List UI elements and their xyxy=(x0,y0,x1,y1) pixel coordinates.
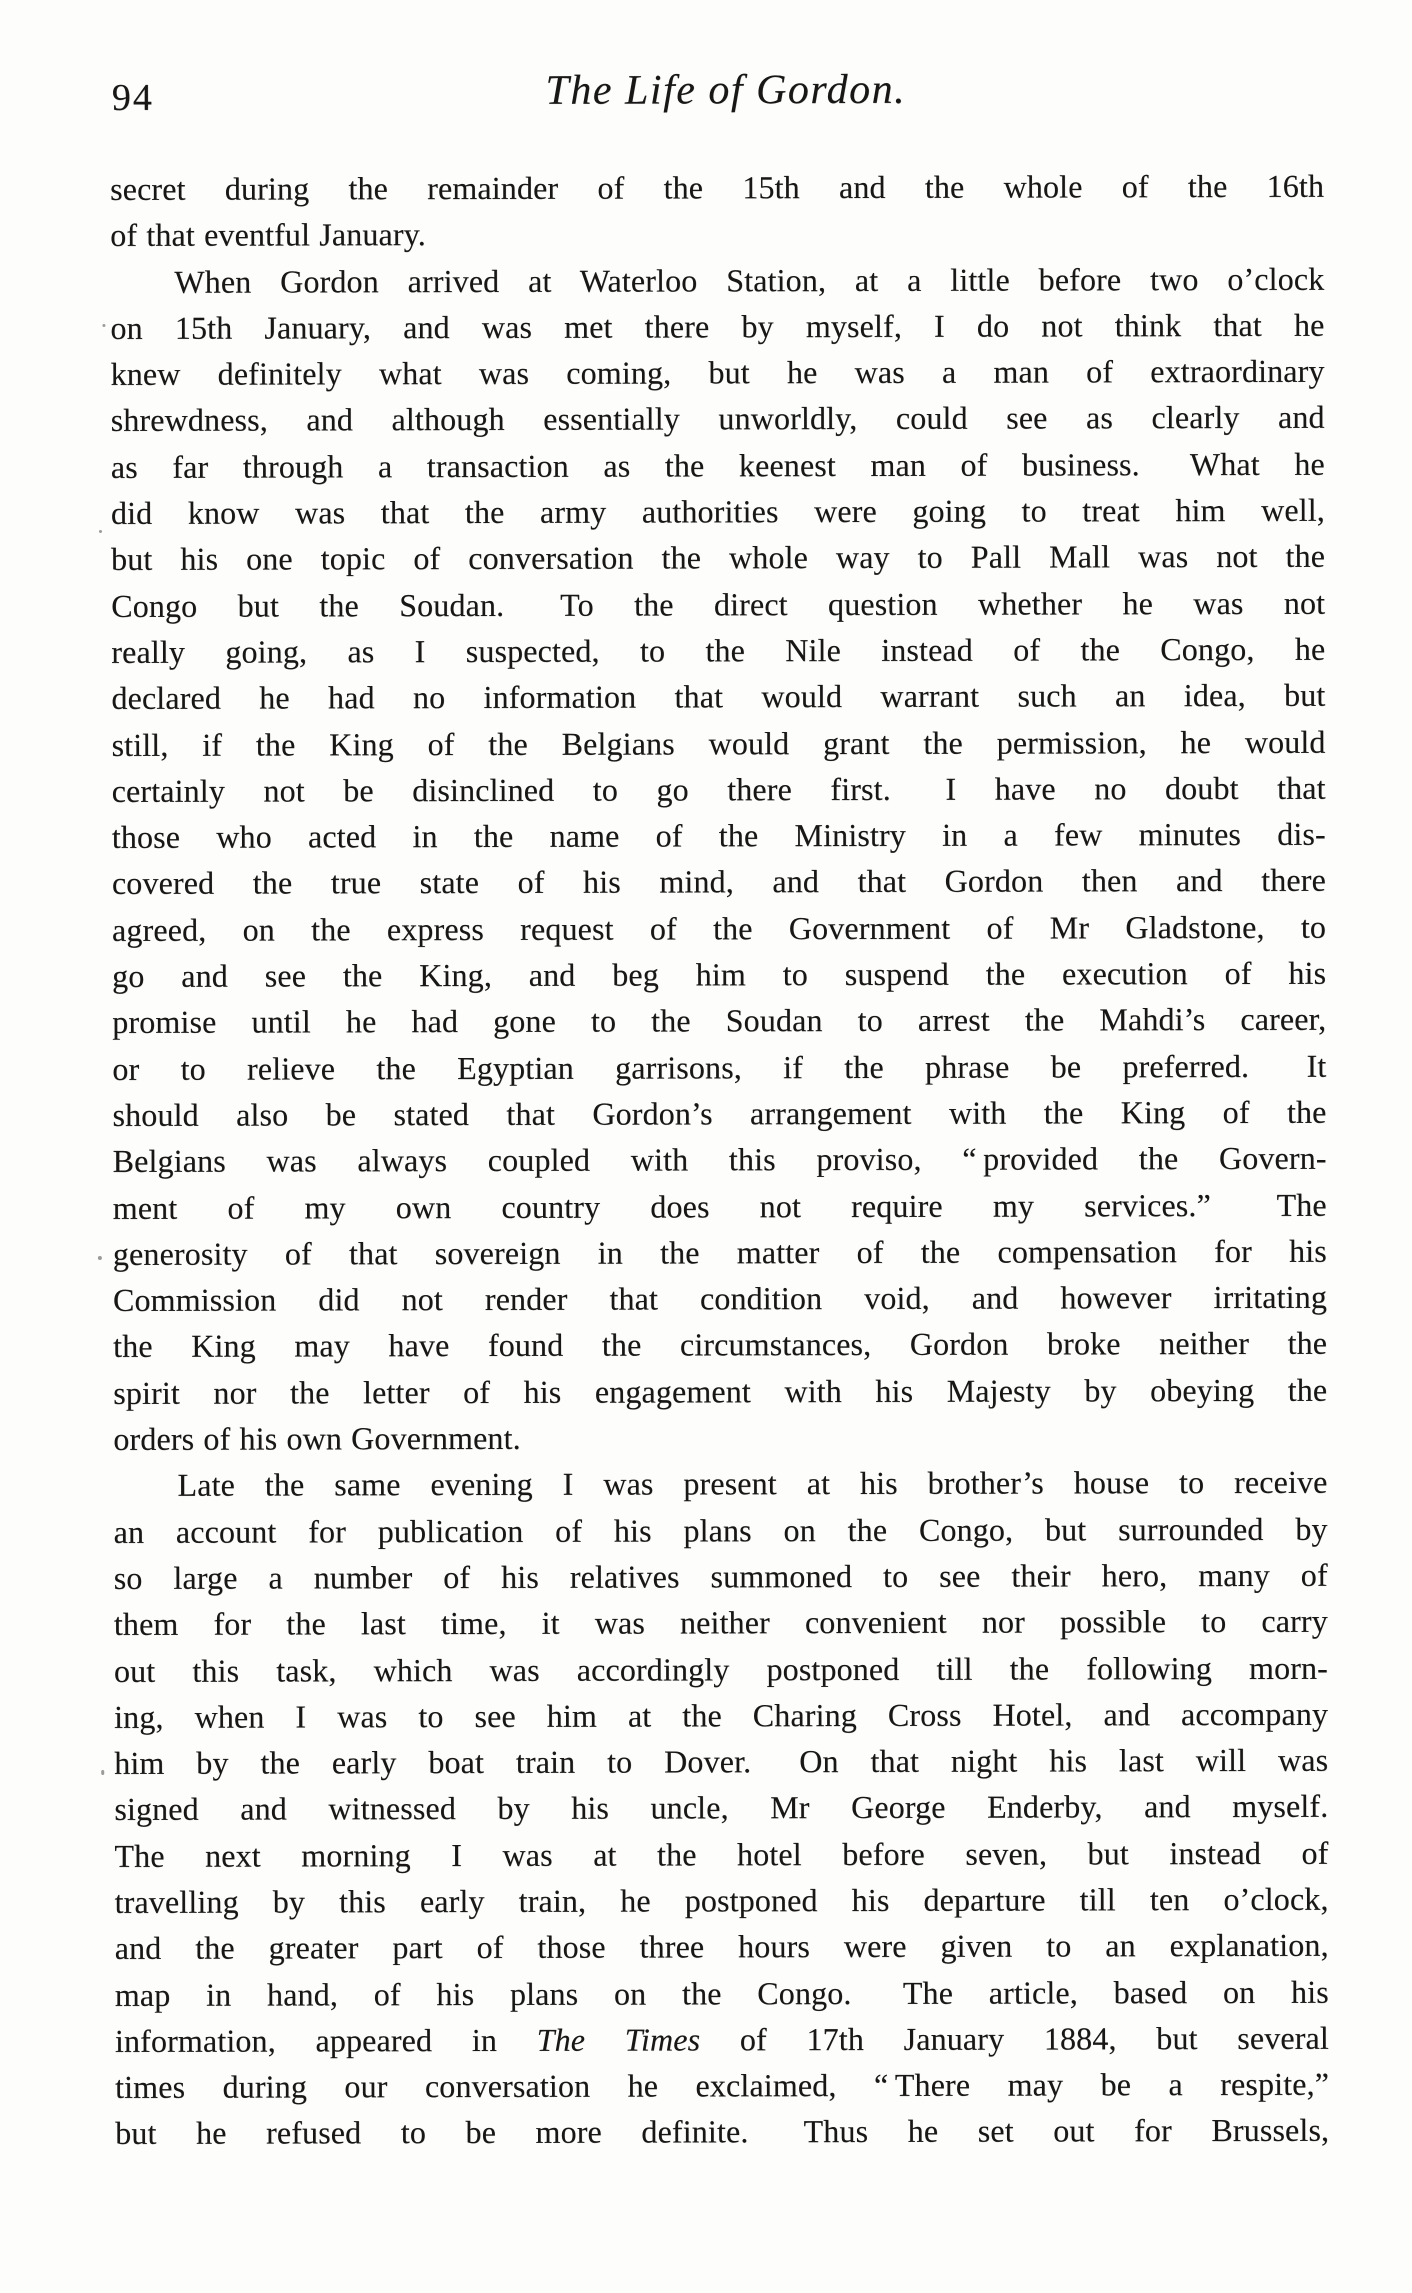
running-title: The Life of Gordon. xyxy=(545,66,907,114)
scan-speck xyxy=(101,1770,104,1775)
text-segment: agreed, on the express request of the Government of Mr Gladstone, to xyxy=(111,908,1327,948)
text-line xyxy=(111,441,1325,490)
text-line xyxy=(111,487,1325,536)
text-segment: or to relieve the Egyptian garrisons, if the phrase be preferred. It xyxy=(112,1047,1327,1087)
text-segment: secret during the remainder of the 15th and the whole of the 16th xyxy=(110,167,1325,207)
text-line xyxy=(111,718,1325,767)
text-line xyxy=(113,1413,1327,1462)
text-segment: travelling by this early train, he postponed his departure till ten o’clock, xyxy=(114,1880,1329,1920)
text-segment: them for the last time, it was neither convenient nor possible to carry xyxy=(113,1602,1328,1643)
text-segment: ing, when I was to see him at the Charing Cross Hotel, and accompany xyxy=(114,1695,1329,1735)
scan-speck xyxy=(99,530,102,533)
text-line xyxy=(113,1274,1327,1323)
text-line xyxy=(114,1783,1328,1832)
text-segment: times during our conversation he exclaimed, “ There may be a respite,” xyxy=(115,2065,1330,2106)
text-segment: Belgians was always coupled with this proviso, “ provided the Govern- xyxy=(112,1139,1327,1180)
text-segment: Late the same evening I was present at his brother’s house to receive xyxy=(177,1464,1328,1504)
text-segment: but he refused to be more definite. Thus he set out for Brussels, xyxy=(115,2112,1330,2152)
text-line xyxy=(112,950,1326,999)
paragraph xyxy=(113,1459,1329,2157)
text-line xyxy=(114,1552,1328,1601)
text-segment: knew definitely what was coming, but he was a man of extraordinary xyxy=(110,352,1325,393)
text-segment: the King may have found the circumstances, Gordon broke neither the xyxy=(113,1325,1328,1365)
text-line xyxy=(110,302,1324,351)
text-segment: certainly not be disinclined to go there first. I have no doubt that xyxy=(111,769,1326,809)
text-line xyxy=(111,394,1325,443)
paragraph xyxy=(110,163,1324,259)
text-line xyxy=(111,626,1325,675)
text-line xyxy=(114,1505,1328,1554)
text-line xyxy=(112,811,1326,860)
text-line xyxy=(112,765,1326,814)
text-segment: of that eventful January. xyxy=(110,216,426,254)
text-line xyxy=(112,903,1326,952)
text-segment: ment of my own country does not require my services.” The xyxy=(112,1186,1327,1226)
text-line xyxy=(113,1459,1327,1508)
text-segment: him by the early boat train to Dover. On that night his last will was xyxy=(114,1741,1329,1782)
text-line xyxy=(113,1366,1327,1415)
text-line xyxy=(114,1691,1328,1740)
text-line xyxy=(112,1089,1326,1138)
text-segment: covered the true state of his mind, and that Gordon then and there xyxy=(111,862,1326,902)
scan-speck xyxy=(98,1256,102,1260)
text-line xyxy=(115,2107,1329,2156)
text-line xyxy=(113,1320,1327,1369)
text-segment: really going, as I suspected, to the Nile instead of the Congo, he xyxy=(111,630,1326,670)
text-segment: did know was that the army authorities were going to treat him well, xyxy=(110,491,1325,532)
text-line xyxy=(110,209,1324,258)
text-segment: spirit nor the letter of his engagement with his Majesty by obeying the xyxy=(113,1371,1328,1411)
text-segment: still, if the King of the Belgians would grant the permission, he would xyxy=(111,723,1326,763)
italic-text: The Times xyxy=(536,2021,701,2058)
text-line xyxy=(115,2061,1329,2110)
text-segment: on 15th January, and was met there by myself, I do not think that he xyxy=(110,306,1325,346)
text-line xyxy=(113,1228,1327,1277)
text-line xyxy=(115,1876,1329,1925)
page-body xyxy=(110,163,1329,2157)
text-segment: of 17th January 1884, but several xyxy=(700,2019,1329,2058)
text-segment: information, appeared in xyxy=(114,2021,537,2059)
text-segment: and the greater part of those three hours were given to an explanation, xyxy=(114,1927,1329,1967)
page-header xyxy=(0,0,1410,119)
text-segment: so large a number of his relatives summoned to see their hero, many of xyxy=(113,1556,1328,1596)
text-line xyxy=(110,255,1324,304)
text-segment: When Gordon arrived at Waterloo Station, at a little before two o’clock xyxy=(174,260,1325,300)
text-line xyxy=(111,533,1325,582)
text-segment: should also be stated that Gordon’s arrangement with the King of the xyxy=(112,1093,1327,1133)
page-number: 94 xyxy=(111,76,154,119)
text-line xyxy=(111,579,1325,628)
paragraph xyxy=(110,255,1327,1462)
text-segment: signed and witnessed by his uncle, Mr George Enderby, and myself. xyxy=(114,1788,1329,1828)
text-line xyxy=(113,1135,1327,1184)
text-segment: as far through a transaction as the keenest man of business. What he xyxy=(110,445,1325,485)
text-segment: but his one topic of conversation the whole way to Pall Mall was not the xyxy=(111,538,1326,578)
text-segment: map in hand, of his plans on the Congo. The article, based on his xyxy=(114,1973,1329,2013)
text-line xyxy=(112,1042,1326,1091)
text-line xyxy=(114,1644,1328,1693)
text-line xyxy=(112,857,1326,906)
scan-speck xyxy=(102,324,105,327)
text-segment: an account for publication of his plans on the Congo, but surrounded by xyxy=(113,1510,1328,1550)
text-segment: shrewdness, and although essentially unworldly, could see as clearly and xyxy=(110,399,1325,439)
text-line xyxy=(114,1829,1328,1878)
text-segment: The next morning I was at the hotel before seven, but instead of xyxy=(114,1834,1329,1874)
text-segment: orders of his own Government. xyxy=(113,1419,521,1457)
text-line xyxy=(112,996,1326,1045)
text-line xyxy=(111,348,1325,397)
text-line xyxy=(113,1181,1327,1230)
text-segment: those who acted in the name of the Ministry in a few minutes dis- xyxy=(111,815,1326,856)
text-line xyxy=(115,1922,1329,1971)
text-segment: out this task, which was accordingly postponed till the following morn- xyxy=(113,1649,1329,1689)
text-segment: promise until he had gone to the Soudan to arrest the Mahdi’s career, xyxy=(112,1001,1327,1041)
text-segment: declared he had no information that would warrant such an idea, but xyxy=(111,677,1326,717)
text-segment: generosity of that sovereign in the matter of the compensation for his xyxy=(112,1232,1327,1272)
text-line xyxy=(115,1968,1329,2017)
text-line xyxy=(114,1737,1328,1786)
text-line xyxy=(110,163,1324,212)
text-segment: go and see the King, and beg him to suspend the execution of his xyxy=(112,954,1327,994)
text-segment: Commission did not render that condition void, and however irritating xyxy=(112,1278,1328,1319)
text-line xyxy=(114,1598,1328,1647)
text-segment: Congo but the Soudan. To the direct question whether he was not xyxy=(111,584,1326,624)
text-line xyxy=(115,2015,1329,2064)
text-line xyxy=(111,672,1325,721)
